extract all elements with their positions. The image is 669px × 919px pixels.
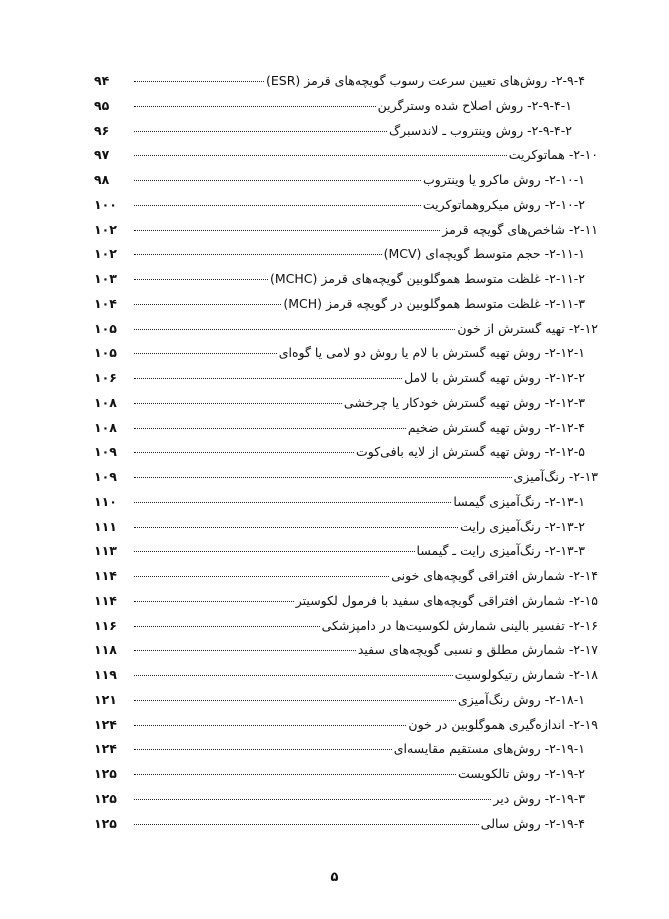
toc-entry-page: ۱۲۵ bbox=[94, 766, 117, 781]
dot-leader bbox=[134, 824, 479, 825]
toc-entry bbox=[94, 589, 598, 614]
dot-leader bbox=[134, 626, 320, 627]
toc-entry-title: ۲-۱۹- اندازه‌گیری هموگلوبین در خون bbox=[408, 716, 598, 732]
dot-leader bbox=[134, 378, 402, 379]
toc-entry-page: ۱۰۸ bbox=[94, 419, 117, 435]
dot-leader bbox=[134, 279, 268, 280]
toc-entry bbox=[94, 193, 598, 218]
dot-leader bbox=[134, 725, 406, 726]
dot-leader bbox=[134, 403, 342, 404]
dot-leader bbox=[134, 527, 458, 528]
toc-entry bbox=[94, 614, 598, 639]
toc-entry bbox=[94, 787, 598, 812]
toc-entry bbox=[94, 242, 598, 267]
toc-entry bbox=[94, 638, 598, 663]
toc-entry-page: ۱۰۵ bbox=[94, 345, 117, 361]
toc-entry-page: ۱۰۵ bbox=[94, 320, 117, 336]
toc-entry bbox=[94, 391, 598, 416]
dot-leader bbox=[134, 304, 281, 305]
toc-entry bbox=[94, 218, 598, 243]
toc-entry-title: ۲-۹-۴- روش‌های تعیین سرعت رسوب گویچه‌های قرمز (ESR) bbox=[265, 73, 585, 88]
dot-leader bbox=[134, 106, 376, 107]
toc-entry-title: ۲-۹-۴-۲- روش وینتروب ـ لاندسبرگ bbox=[388, 122, 572, 138]
toc-entry bbox=[94, 762, 598, 787]
dot-leader bbox=[134, 205, 421, 206]
toc-entry bbox=[94, 812, 598, 837]
toc-entry-page: ۱۰۹ bbox=[94, 469, 117, 484]
toc-entry bbox=[94, 663, 598, 688]
toc-entry-page: ۱۱۳ bbox=[94, 543, 117, 559]
dot-leader bbox=[134, 601, 294, 602]
toc-entry-title: ۲-۱۳-۲- رنگ‌آمیزی رایت bbox=[460, 518, 585, 534]
toc-entry-page: ۱۰۴ bbox=[94, 295, 117, 311]
toc-entry bbox=[94, 94, 598, 119]
dot-leader bbox=[134, 254, 382, 255]
toc-entry-page: ۱۲۵ bbox=[94, 815, 117, 831]
dot-leader bbox=[134, 502, 451, 503]
toc-entry-title: ۲-۱۲-۱- روش تهیه گسترش با لام یا روش دو لامی یا گوه‌ای bbox=[278, 345, 585, 361]
dot-leader bbox=[134, 700, 456, 701]
toc-entry-page: ۱۲۱ bbox=[94, 691, 117, 707]
toc-entry bbox=[94, 539, 598, 564]
dot-leader bbox=[134, 230, 440, 231]
toc-entry-title: ۲-۱۱-۳- غلظت متوسط هموگلوبین در گویچه قرمز (MCH) bbox=[283, 295, 585, 311]
toc-entry-title: ۲-۱۲-۵- روش تهیه گسترش از لایه بافی‌کوت bbox=[356, 444, 585, 460]
toc-entry-title: ۲-۱۹-۲- روش تالکویست bbox=[457, 766, 585, 781]
toc-entry-title: ۲-۱۱- شاخص‌های گویچه قرمز bbox=[442, 221, 598, 237]
toc-entry-page: ۱۱۹ bbox=[94, 667, 117, 682]
toc-entry-title: ۲-۱۹-۳- روش دیر bbox=[493, 790, 585, 806]
toc-entry bbox=[94, 119, 598, 144]
dot-leader bbox=[134, 477, 512, 478]
toc-entry-title: ۲-۱۱-۱- حجم متوسط گویچه‌ای (MCV) bbox=[383, 246, 585, 262]
toc-entry-title: ۲-۱۳-۱- رنگ‌آمیزی گیمسا bbox=[453, 493, 585, 509]
toc-entry-title: ۲-۱۴- شمارش افتراقی گویچه‌های خونی bbox=[391, 568, 598, 583]
dot-leader bbox=[134, 452, 354, 453]
toc-entry bbox=[94, 267, 598, 292]
toc-entry-page: ۱۲۴ bbox=[94, 741, 117, 757]
toc-entry bbox=[94, 341, 598, 366]
toc-entry-title: ۲-۱۲- تهیه گسترش از خون bbox=[457, 320, 598, 336]
toc-entry-page: ۱۱۸ bbox=[94, 642, 117, 658]
toc-entry-title: ۲-۱۹-۴- روش سالی bbox=[480, 815, 585, 831]
toc-entry-title: ۲-۱۲-۴- روش تهیه گسترش ضخیم bbox=[407, 419, 585, 435]
toc-entry-page: ۱۱۴ bbox=[94, 592, 117, 608]
toc-entry-title: ۲-۱۶- تفسیر بالینی شمارش لکوسیت‌ها در دامپزشکی bbox=[321, 617, 598, 633]
toc-entry bbox=[94, 465, 598, 490]
toc-entry-page: ۹۷ bbox=[94, 147, 110, 163]
toc-entry-page: ۹۵ bbox=[94, 97, 110, 113]
dot-leader bbox=[134, 799, 491, 800]
toc-entry-page: ۱۱۴ bbox=[94, 568, 117, 583]
toc-entry-title: ۲-۹-۴-۱- روش اصلاح شده وسترگرین bbox=[377, 97, 572, 113]
toc-entry bbox=[94, 737, 598, 762]
toc-entry-page: ۱۰۶ bbox=[94, 370, 117, 385]
toc-entry-title: ۲-۱۳- رنگ‌آمیزی bbox=[513, 469, 598, 484]
toc-entry-title: ۲-۱۱-۲- غلظت متوسط هموگلوبین گویچه‌های قرمز (MCHC) bbox=[269, 271, 585, 286]
toc-entry bbox=[94, 143, 598, 168]
toc-entry-page: ۱۰۲ bbox=[94, 221, 117, 237]
toc-entry-page: ۱۰۸ bbox=[94, 394, 117, 410]
toc-entry-title: ۲-۱۰- هماتوکریت bbox=[508, 147, 598, 163]
toc-entry-title: ۲-۱۰-۲- روش میکروهماتوکریت bbox=[422, 196, 585, 212]
toc-entry-title: ۲-۱۷- شمارش مطلق و نسبی گویچه‌های سفید bbox=[357, 642, 598, 658]
page-number: ۵ bbox=[330, 870, 339, 885]
dot-leader bbox=[134, 353, 277, 354]
dot-leader bbox=[134, 180, 421, 181]
toc-entry-page: ۹۴ bbox=[94, 73, 110, 88]
toc-entry-page: ۱۰۲ bbox=[94, 246, 117, 262]
toc-entry bbox=[94, 440, 598, 465]
toc-entry-page: ۱۱۱ bbox=[94, 518, 117, 534]
toc-entry bbox=[94, 688, 598, 713]
toc-entry bbox=[94, 416, 598, 441]
toc-entry-title: ۲-۱۳-۳- رنگ‌آمیزی رایت ـ گیمسا bbox=[416, 543, 585, 559]
toc-entry-title: ۲-۱۸-۱- روش رنگ‌آمیزی bbox=[457, 691, 585, 707]
toc-entry-page: ۱۱۰ bbox=[94, 493, 117, 509]
dot-leader bbox=[134, 774, 456, 775]
toc-entry bbox=[94, 366, 598, 391]
dot-leader bbox=[134, 428, 406, 429]
toc-entry bbox=[94, 713, 598, 738]
toc-entry-title: ۲-۱۲-۳- روش تهیه گسترش خودکار یا چرخشی bbox=[343, 394, 585, 410]
dot-leader bbox=[134, 650, 356, 651]
toc-entry-page: ۱۲۴ bbox=[94, 716, 117, 732]
toc-entry bbox=[94, 317, 598, 342]
toc-entry bbox=[94, 564, 598, 589]
toc-entry-page: ۱۰۳ bbox=[94, 271, 117, 286]
toc-entry-page: ۱۱۶ bbox=[94, 617, 117, 633]
toc-entry bbox=[94, 292, 598, 317]
dot-leader bbox=[134, 131, 387, 132]
toc-entry-title: ۲-۱۵- شمارش افتراقی گویچه‌های سفید با فرمول لکوسیتر bbox=[295, 592, 598, 608]
toc-entry bbox=[94, 168, 598, 193]
toc-entry-page: ۱۲۵ bbox=[94, 790, 117, 806]
toc-entry-title: ۲-۱۸- شمارش رتیکولوسیت bbox=[454, 667, 598, 682]
dot-leader bbox=[134, 551, 415, 552]
toc-entry bbox=[94, 515, 598, 540]
table-of-contents bbox=[94, 69, 598, 836]
dot-leader bbox=[134, 675, 453, 676]
dot-leader bbox=[134, 329, 455, 330]
toc-entry-page: ۹۸ bbox=[94, 172, 110, 187]
toc-entry-page: ۱۰۰ bbox=[94, 196, 117, 212]
toc-entry bbox=[94, 490, 598, 515]
toc-entry bbox=[94, 69, 598, 94]
toc-entry-title: ۲-۱۰-۱- روش ماکرو یا وینتروب bbox=[422, 172, 585, 187]
toc-entry-page: ۹۶ bbox=[94, 122, 110, 138]
dot-leader bbox=[134, 155, 507, 156]
dot-leader bbox=[134, 576, 389, 577]
dot-leader bbox=[134, 81, 264, 82]
dot-leader bbox=[134, 749, 392, 750]
toc-entry-title: ۲-۱۲-۲- روش تهیه گسترش با لامل bbox=[404, 370, 585, 385]
toc-entry-title: ۲-۱۹-۱- روش‌های مستقیم مقایسه‌ای bbox=[393, 741, 585, 757]
toc-entry-page: ۱۰۹ bbox=[94, 444, 117, 460]
